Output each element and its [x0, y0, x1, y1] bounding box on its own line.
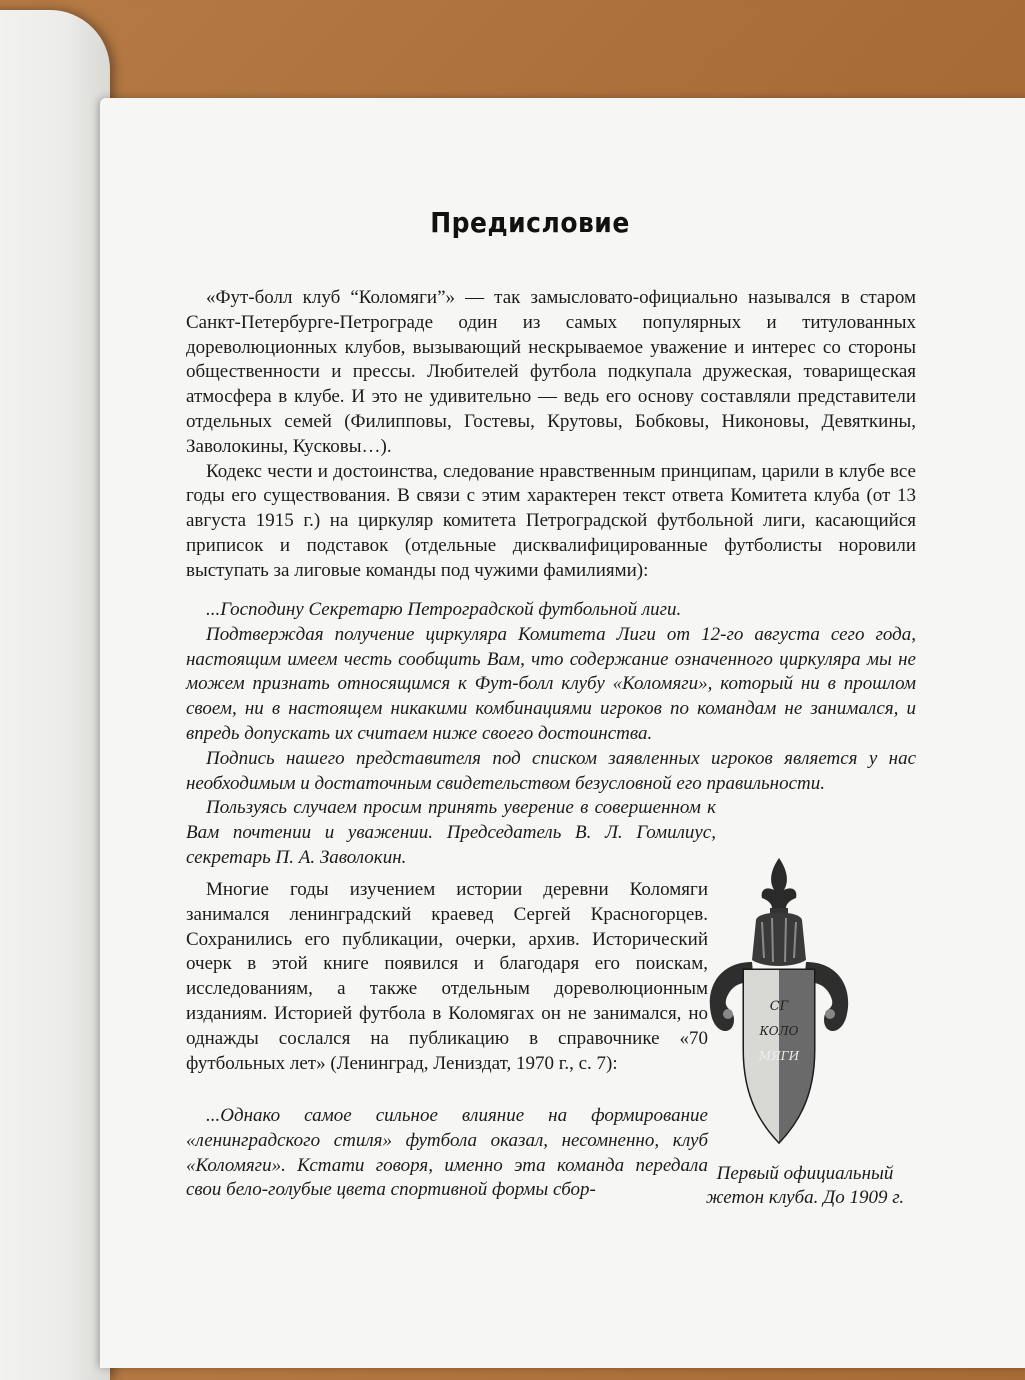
- paragraph: «Фут-болл клуб “Коломяги”» — так замысловато-официально назывался в старом Санкт-Петербурге-Петрограде один из самых популярных и титулованных дореволюционных клубов, вызывающий нескрываемое уважение и интерес со стороны общественности и прессы. Любителей футбола подкупала дружеская, товарищеская атмосфера в клубе. И это не удивительно — ведь его основу составляли представители отдельных семей (Филипповы, Гостевы, Крутовы, Бобковы, Никоновы, Девяткины, Заволокины, Кусковы…).: [186, 287, 916, 457]
- crest-caption: [680, 1162, 930, 1210]
- svg-text:СГ: СГ: [769, 999, 789, 1014]
- caption-line: жетон клуба. До 1909 г.: [705, 1187, 905, 1208]
- letter-address: ...Господину Секретарю Петроградской футбольной лиги.: [206, 599, 682, 620]
- paragraph: Многие годы изучением истории деревни Коломяги занимался ленинградский краевед Сергей Красногорцев. Сохранились его публикации, очерки, архив. Исторический очерк в этой книге появился и благодаря его поискам, исследованиям, а также отдельным дореволюционным изданиям. Историей футбола в Коломягах он не занимался, но однажды сослался на публикацию в справочнике «70 футбольных лет» (Ленинград, Лениздат, 1970 г., с. 7):: [186, 879, 708, 1074]
- page-title: Предисловие: [430, 206, 630, 239]
- letter-quote: [186, 598, 916, 871]
- svg-text:КОЛО: КОЛО: [759, 1024, 799, 1038]
- club-crest-icon: [698, 850, 860, 1150]
- paragraph: Подтверждая получение циркуляра Комитета Лиги от 12-го августа сего года, настоящим имеем честь сообщить Вам, что содержание означенного циркуляра мы не можем признать относящимся к Фут-болл клубу «Коломяги», который ни в прошлом своем, ни в настоящем никакими комбинациями игроков по командам не занимался, и впредь допускать их считаем ниже своего достоинства.: [186, 623, 916, 744]
- caption-line: Первый официальный: [716, 1163, 894, 1184]
- svg-text:МЯГИ: МЯГИ: [758, 1049, 800, 1063]
- facing-page: [0, 10, 110, 1380]
- book-quote: [186, 1104, 708, 1203]
- paragraph: ...Однако самое сильное влияние на формирование «ленинградского стиля» футбола оказал, несомненно, клуб «Коломяги». Кстати говоря, именно эта команда передала свои бело-голубые цвета спортивной формы сбор-: [186, 1105, 708, 1201]
- intro-text: [186, 286, 916, 584]
- book-page: [100, 98, 1025, 1368]
- body-text: [186, 878, 708, 1076]
- paragraph: Кодекс чести и достоинства, следование нравственным принципам, царили в клубе все годы его существования. В связи с этим характерен текст ответа Комитета клуба (от 13 августа 1915 г.) на циркуляр комитета Петроградской футбольной лиги, касающийся приписок и подставок (отдельные дисквалифицированные футболисты норовили выступать за лиговые команды под чужими фамилиями):: [186, 460, 916, 581]
- paragraph: Пользуясь случаем просим принять уверение в совершенном к Вам почтении и уважении. Председатель В. Л. Гомилиус, секретарь П. А. Заволокин.: [186, 797, 716, 868]
- paragraph: Подпись нашего представителя под списком заявленных игроков является у нас необходимым и достаточным свидетельством безусловной его правильности.: [186, 747, 916, 794]
